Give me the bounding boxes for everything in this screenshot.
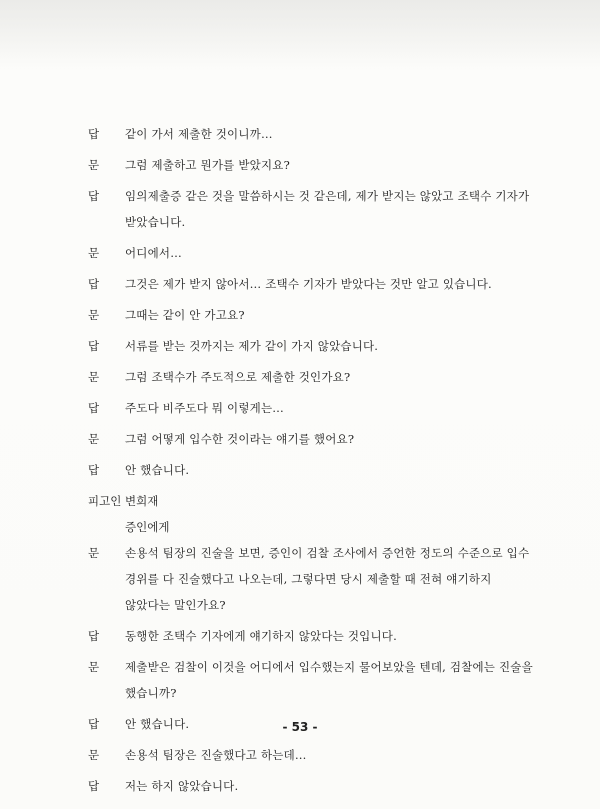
speaker-label: 답: [88, 339, 100, 353]
entry-text: 같이 가서 제출한 것이니까…: [125, 127, 273, 141]
entry-text: 어디에서…: [125, 246, 182, 260]
transcript-entry: [88, 276, 538, 297]
transcript-entry: [88, 400, 538, 421]
entry-text: 주도다 비주도다 뭐 이렇게는…: [125, 401, 284, 415]
entry-text: 그럼 제출하고 뭔가를 받았지요?: [125, 158, 290, 172]
transcript-body: [88, 126, 538, 809]
transcript-entry: [88, 188, 538, 235]
transcript-entry: [88, 462, 538, 483]
speaker-label: 답: [88, 189, 100, 203]
speaker-label: 답: [88, 779, 100, 793]
entry-text: 동행한 조택수 기자에게 얘기하지 않았다는 것입니다.: [125, 629, 397, 643]
speaker-label: 답: [88, 277, 100, 291]
speaker-label: 답: [88, 629, 100, 643]
transcript-entry: [88, 778, 538, 799]
scan-band: [0, 0, 600, 70]
transcript-entry: [88, 747, 538, 768]
speaker-label: 답: [88, 401, 100, 415]
entry-text: 임의제출증 같은 것을 말씀하시는 것 같은데, 제가 받지는 않았고 조택수 기자가 받았습니다.: [125, 189, 530, 229]
speaker-label: 문: [88, 748, 100, 762]
speaker-label: 답: [88, 717, 100, 731]
transcript-entry: [88, 126, 538, 147]
speaker-label: 답: [88, 127, 100, 141]
transcript-entry: [88, 307, 538, 328]
entry-text: 저는 하지 않았습니다.: [125, 779, 239, 793]
entry-text: 그것은 제가 받지 않아서… 조택수 기자가 받았다는 것만 알고 있습니다.: [125, 277, 492, 291]
transcript-entry: [88, 245, 538, 266]
transcript-entry: [88, 157, 538, 178]
transcript-entry: [88, 369, 538, 390]
speaker-label: 문: [88, 432, 100, 446]
speaker-label: 문: [88, 308, 100, 322]
speaker-label: 문: [88, 370, 100, 384]
page-number: - 53 -: [282, 720, 318, 734]
speaker-label: 문: [88, 660, 100, 674]
transcript-block-2: [88, 545, 538, 799]
transcript-entry: [88, 338, 538, 359]
entry-text: 그럼 조택수가 주도적으로 제출한 것인가요?: [125, 370, 351, 384]
transcript-entry: [88, 431, 538, 452]
section-heading: 피고인 변희재: [88, 494, 159, 508]
entry-text: 그럼 어떻게 입수한 것이라는 얘기를 했어요?: [125, 432, 355, 446]
transcript-entry: [88, 659, 538, 706]
entry-text: 손용석 팀장의 진술을 보면, 증인이 검찰 조사에서 증언한 정도의 수준으로 입수 경위를 다 진술했다고 나오는데, 그렇다면 당시 제출할 때 전혀 얘기하지 않았다는 말인가요?: [125, 546, 530, 612]
subsection-heading: 증인에게: [125, 520, 170, 534]
transcript-block-1: [88, 126, 538, 483]
speaker-label: 문: [88, 246, 100, 260]
entry-text: 서류를 받는 것까지는 제가 같이 가지 않았습니다.: [125, 339, 379, 353]
entry-text: 안 했습니다.: [125, 463, 190, 477]
speaker-label: 문: [88, 546, 100, 560]
speaker-label: 답: [88, 463, 100, 477]
entry-text: 그때는 같이 안 가고요?: [125, 308, 245, 322]
entry-text: 제출받은 검찰이 이것을 어디에서 입수했는지 물어보았을 텐데, 검찰에는 진술을 했습니까?: [125, 660, 533, 700]
transcript-entry: [88, 545, 538, 618]
entry-text: 안 했습니다.: [125, 717, 190, 731]
entry-text: 손용석 팀장은 진술했다고 하는데…: [125, 748, 307, 762]
speaker-label: 문: [88, 158, 100, 172]
transcript-entry: [88, 628, 538, 649]
